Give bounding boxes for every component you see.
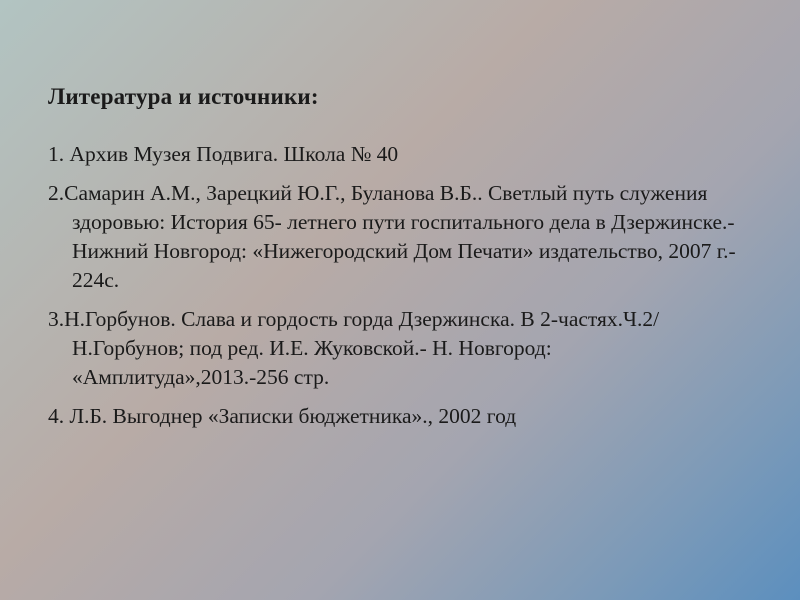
reference-item: 4. Л.Б. Выгоднер «Записки бюджетника»., 2002 год [48, 404, 517, 428]
reference-item: 1. Архив Музея Подвига. Школа № 40 [48, 142, 399, 166]
slide-title: Литература и источники: [48, 84, 319, 109]
reference-item: 3.Н.Горбунов. Слава и гордость горда Дзержинска. В 2-частях.Ч.2/Н.Горбунов; под ред. И.Е. Жуковской.- Н. Новгород: «Амплитуда»,2013.-256 стр. [48, 307, 660, 389]
reference-list [48, 140, 768, 441]
reference-item: 2.Самарин А.М., Зарецкий Ю.Г., Буланова В.Б.. Светлый путь служения здоровью: История 65- летнего пути госпитального дела в Дзержинске.- Нижний Новгород: «Нижегородский Дом Печати» издательство, 2007 г.- 224с. [48, 181, 736, 292]
